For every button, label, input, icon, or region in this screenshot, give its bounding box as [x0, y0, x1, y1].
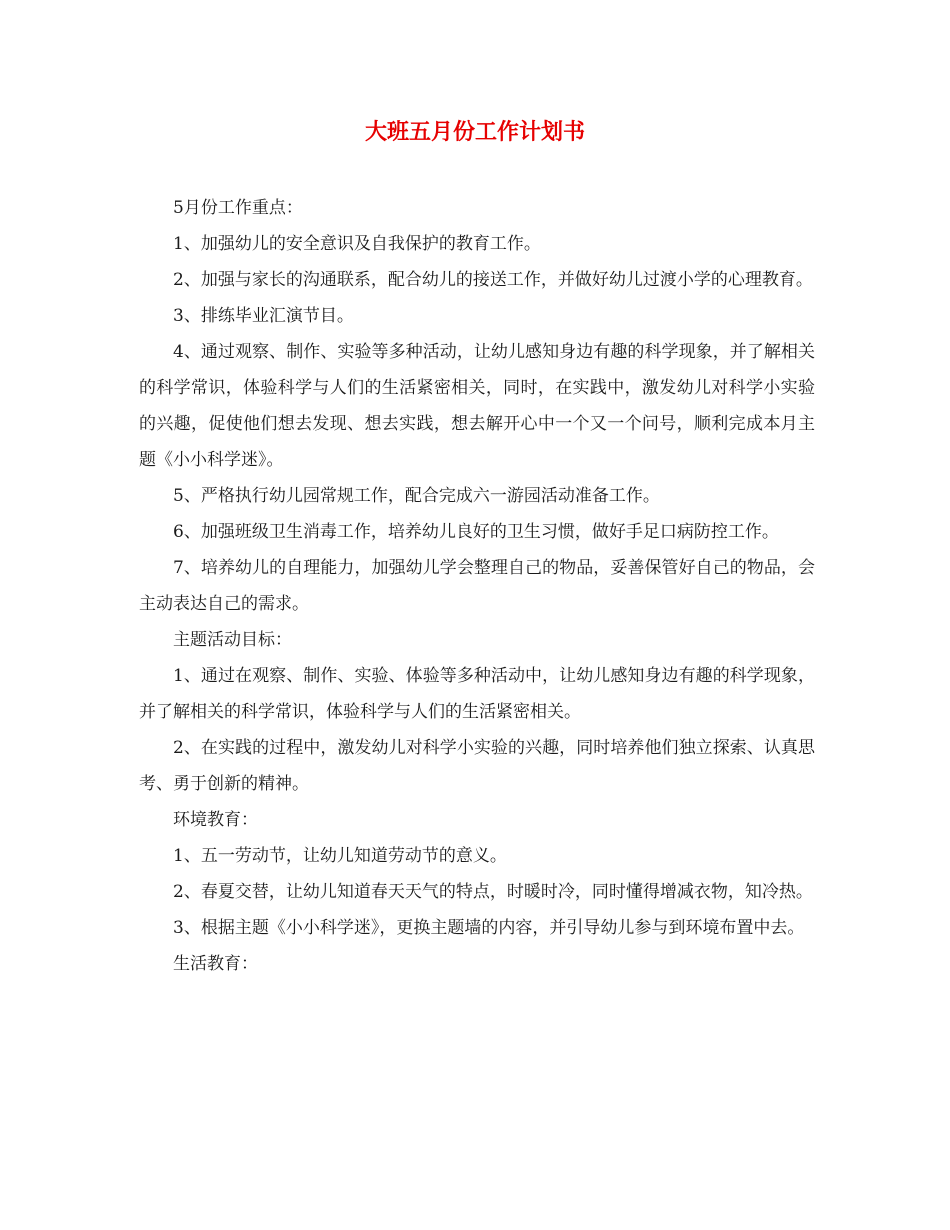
- document-body: [139, 190, 815, 982]
- paragraph: 1、五一劳动节，让幼儿知道劳动节的意义。: [173, 846, 507, 866]
- paragraph: 2、加强与家长的沟通联系，配合幼儿的接送工作，并做好幼儿过渡小学的心理教育。: [173, 270, 813, 290]
- paragraph: 2、春夏交替，让幼儿知道春天天气的特点，时暖时冷，同时懂得增减衣物，知冷热。: [173, 882, 813, 902]
- document-title: 大班五月份工作计划书: [364, 120, 585, 145]
- paragraph: 3、排练毕业汇演节目。: [173, 306, 354, 326]
- paragraph: 3、根据主题《小小科学迷》，更换主题墙的内容，并引导幼儿参与到环境布置中去。: [173, 918, 805, 938]
- paragraph: 5月份工作重点：: [173, 198, 303, 218]
- paragraph: 4、通过观察、制作、实验等多种活动，让幼儿感知身边有趣的科学现象，并了解相关的科学常识，体验科学与人们的生活紧密相关，同时，在实践中，激发幼儿对科学小实验的兴趣，促使他们想去发现、想去实践，想去解开心中一个又一个问号，顺利完成本月主题《小小科学迷》。: [139, 342, 815, 470]
- paragraph: 5、严格执行幼儿园常规工作，配合完成六一游园活动准备工作。: [173, 486, 660, 506]
- section-heading: 主题活动目标：: [173, 630, 292, 650]
- paragraph: 2、在实践的过程中，激发幼儿对科学小实验的兴趣，同时培养他们独立探索、认真思考、勇于创新的精神。: [139, 738, 815, 794]
- paragraph: 1、加强幼儿的安全意识及自我保护的教育工作。: [173, 234, 541, 254]
- paragraph: 1、通过在观察、制作、实验、体验等多种活动中，让幼儿感知身边有趣的科学现象，并了解相关的科学常识，体验科学与人们的生活紧密相关。: [139, 666, 815, 722]
- section-heading: 环境教育：: [173, 810, 258, 830]
- section-heading: 生活教育：: [173, 954, 258, 974]
- paragraph: 6、加强班级卫生消毒工作，培养幼儿良好的卫生习惯，做好手足口病防控工作。: [173, 522, 779, 542]
- paragraph: 7、培养幼儿的自理能力，加强幼儿学会整理自己的物品，妥善保管好自己的物品，会主动表达自己的需求。: [139, 558, 815, 614]
